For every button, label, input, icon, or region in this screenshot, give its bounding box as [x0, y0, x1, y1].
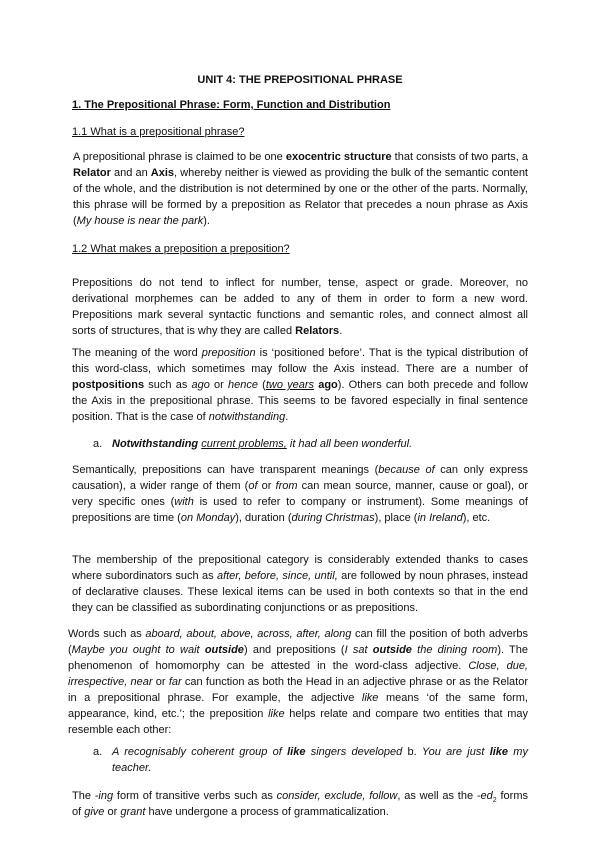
- text-run: Relators: [295, 325, 340, 337]
- text-run: The: [72, 790, 95, 802]
- text-run: ago: [191, 379, 210, 391]
- text-run: preposition: [201, 347, 256, 359]
- text-run: the dining room: [411, 644, 498, 656]
- text-run: in Ireland: [417, 512, 463, 524]
- text-run: Axis: [150, 167, 175, 179]
- text-run: or: [257, 480, 276, 492]
- text-run: Semantically, prepositions can have transparent meanings (: [72, 464, 379, 476]
- text-run: ) and prepositions (: [243, 644, 345, 656]
- text-run: can mean source, manner, cause or goal), or very specific ones (: [72, 480, 528, 508]
- text-run: means ‘of the same form, appearance, kind, etc.’; the preposition: [68, 692, 528, 720]
- text-run: Words such as: [68, 628, 146, 640]
- subsection-heading-1-1: 1.1 What is a prepositional phrase?: [72, 126, 245, 138]
- example-text: [112, 744, 528, 776]
- paragraph: [72, 345, 528, 425]
- text-run: outside: [204, 644, 244, 656]
- text-run: ), place (: [374, 512, 418, 524]
- text-run: A prepositional phrase is claimed to be one: [73, 151, 286, 163]
- text-run: ), etc.: [462, 512, 491, 524]
- text-run: grant: [120, 806, 146, 818]
- text-run: Relator: [73, 167, 111, 179]
- paragraph: [72, 275, 528, 339]
- text-run: hence: [228, 379, 258, 391]
- text-run: on Monday: [180, 512, 236, 524]
- text-run: ). The phenomenon of homomorphy can be attested in the word-class adjective.: [68, 644, 529, 672]
- text-run: form of transitive verbs such as: [113, 790, 277, 802]
- text-run: that consists of two parts, a: [391, 151, 528, 163]
- text-run: The membership of the prepositional category is considerably extended thanks to cases where subordinators such as: [72, 554, 528, 582]
- text-run: .: [339, 325, 343, 337]
- text-run: with: [174, 496, 194, 508]
- text-run: .: [285, 411, 289, 423]
- text-run: ).: [203, 215, 210, 227]
- text-run: A recognisably coherent group of: [112, 746, 288, 758]
- text-run: -ed: [476, 790, 493, 802]
- text-run: Notwithstanding: [112, 438, 199, 450]
- text-run: forms of: [72, 790, 529, 818]
- text-run: Prepositions do not tend to inflect for number, tense, aspect or grade. Moreover, no derivational morphemes can be added to any of them in order to form a new word. Prepositions mark several syntactic functions and semantic roles, and connect almost all sorts of structures, that is why they are called: [72, 277, 528, 337]
- text-run: -ing: [94, 790, 114, 802]
- paragraph: [72, 462, 528, 526]
- text-run: like: [287, 746, 306, 758]
- text-run: ago: [318, 379, 338, 391]
- text-run: during Christmas: [291, 512, 375, 524]
- text-run: after, before, since, until,: [216, 570, 338, 582]
- text-run: can fill the position of both adverbs (: [68, 628, 528, 656]
- paragraph: [72, 788, 528, 820]
- text-run: give: [84, 806, 105, 818]
- text-run: Maybe you ought to wait: [71, 644, 205, 656]
- text-run: such as: [144, 379, 192, 391]
- text-run: singers developed: [305, 746, 403, 758]
- text-run: consider, exclude, follow: [276, 790, 398, 802]
- example-text: [112, 436, 528, 452]
- text-run: current problems,: [201, 438, 287, 450]
- paragraph: [73, 149, 528, 229]
- paragraph: [68, 626, 528, 738]
- text-run: notwithstanding: [208, 411, 286, 423]
- text-run: because of: [378, 464, 435, 476]
- text-run: , as well as the: [397, 790, 477, 802]
- text-run: my teacher.: [112, 746, 528, 774]
- example-item: [93, 744, 528, 776]
- text-run: or: [152, 676, 169, 688]
- text-run: exocentric structure: [285, 151, 392, 163]
- text-run: b.: [402, 746, 422, 758]
- text-run: , whereby neither is viewed as providing the bulk of the semantic content of the whole, and the distribution is not determined by one or the other of the parts. Normally, this phrase will be formed by a preposition as Relator that precedes a noun phrase as Axis (: [73, 167, 528, 227]
- text-run: My house is near the park: [76, 215, 204, 227]
- text-run: is ‘positioned before’. That is the typical distribution of this word-class, which sometimes may follow the Axis instead. There are a number of: [72, 347, 528, 375]
- text-run: Close, due, irrespective, near: [68, 660, 528, 688]
- text-run: ). Others can both precede and follow the Axis in the prepositional phrase. This seems to be favored especially in final sentence position. That is the case of: [72, 379, 528, 423]
- text-run: or: [104, 806, 121, 818]
- text-run: is used to refer to company or instrument). Some meanings of prepositions are time (: [72, 496, 528, 524]
- text-run: have undergone a process of grammaticalization.: [145, 806, 389, 818]
- text-run: aboard, about, above, across, after, along: [145, 628, 352, 640]
- text-run: You are just: [421, 746, 490, 758]
- text-run: two years: [265, 379, 315, 391]
- text-run: helps relate and compare two entities that may resemble each other:: [68, 708, 528, 736]
- subsection-heading-1-2: 1.2 What makes a preposition a preposition?: [72, 243, 290, 255]
- text-run: 2: [492, 797, 497, 805]
- text-run: postpositions: [72, 379, 145, 391]
- section-heading: 1. The Prepositional Phrase: Form, Function and Distribution: [72, 99, 391, 111]
- text-run: I sat: [344, 644, 373, 656]
- text-run: outside: [372, 644, 412, 656]
- text-run: ), duration (: [235, 512, 292, 524]
- example-label: a.: [93, 746, 103, 758]
- page-title: UNIT 4: THE PREPOSITIONAL PHRASE: [197, 74, 403, 86]
- text-run: or: [209, 379, 228, 391]
- example-label: a.: [93, 438, 103, 450]
- paragraph: [72, 552, 528, 616]
- text-run: from: [275, 480, 298, 492]
- text-run: are followed by noun phrases, instead of declarative clauses. These lexical items can be used in both contexts so that in the end they can be classified as subordinating conjunctions or as prepositions.: [72, 570, 528, 614]
- text-run: it had all been wonderful.: [286, 438, 413, 450]
- text-run: like: [489, 746, 509, 758]
- text-run: and an: [110, 167, 151, 179]
- text-run: like: [361, 692, 379, 704]
- text-run: like: [268, 708, 285, 720]
- text-run: can function as both the Head in an adjective phrase or as the Relator in a prepositional phrase. For example, the adjective: [68, 676, 528, 704]
- text-run: (: [257, 379, 266, 391]
- text-run: The meaning of the word: [72, 347, 202, 359]
- text-run: of: [248, 480, 258, 492]
- text-run: can only express causation), a wider range of them (: [72, 464, 528, 492]
- text-run: far: [168, 676, 182, 688]
- example-item: [93, 436, 528, 452]
